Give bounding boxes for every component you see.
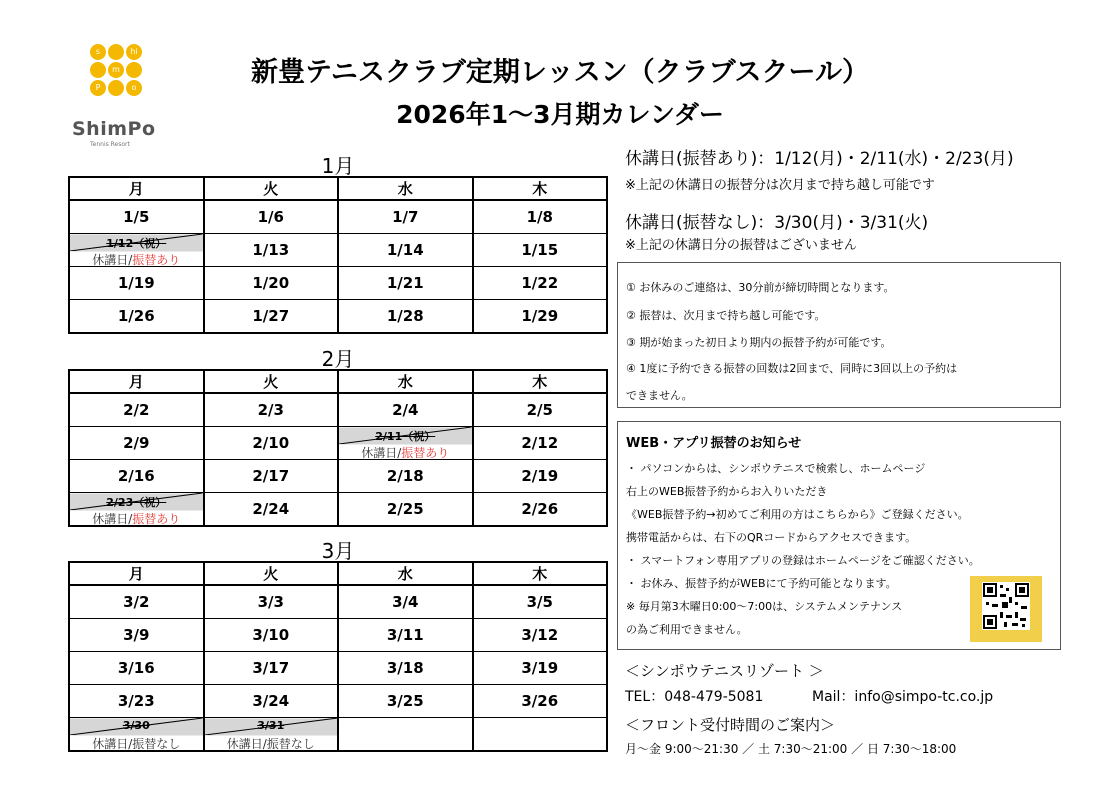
rule-item: ① お休みのご連絡は、30分前が締切時間となります。 [626,281,895,294]
web-notice-line: ・ スマートフォン専用アプリの登録はホームページをご確認ください。 [626,554,980,567]
closures-with-makeup-note: ※上記の休講日の振替分は次月まで持ち越し可能です [625,178,935,193]
weekday-header: 月 [69,370,204,393]
holiday-date: 3/31 [257,719,285,732]
date-cell: 1/13 [204,234,339,267]
logo-subtitle: Tennis Resort [90,141,130,148]
date-cell: 1/26 [69,300,204,334]
weekday-header: 火 [204,177,339,200]
qr-code[interactable] [970,576,1042,642]
rule-item: ② 振替は、次月まで持ち越し可能です。 [626,309,826,322]
week-row [69,200,607,234]
date-cell: 3/25 [338,685,473,718]
date-cell: 3/23 [69,685,204,718]
date-cell: 2/4 [338,393,473,427]
logo-dot: s [90,44,106,60]
web-notice-line: の為ご利用できません。 [626,623,748,636]
holiday-note-label: 休講日/ [361,446,402,460]
date-cell: 2/2 [69,393,204,427]
page-subtitle: 2026年1〜3月期カレンダー [396,100,724,129]
date-cell: 2/16 [69,460,204,493]
date-cell: 1/29 [473,300,608,334]
holiday-note-makeup: 振替あり [132,253,181,267]
rule-item: できません。 [626,389,693,402]
date-cell: 3/2 [69,585,204,619]
web-notice-line: 携帯電話からは、右下のQRコードからアクセスできます。 [626,531,917,544]
week-row [69,685,607,718]
date-cell: 1/20 [204,267,339,300]
date-cell: 1/5 [69,200,204,234]
date-cell: 3/18 [338,652,473,685]
web-notice-line: 《WEB振替予約→初めてご利用の方はこちらから》ご登録ください。 [626,508,969,521]
holiday-note-makeup: 振替あり [401,446,450,460]
holiday-note [70,735,203,752]
date-cell: 3/4 [338,585,473,619]
calendar-march [68,561,608,752]
date-cell: 2/24 [204,493,339,527]
month-heading-jan: 1月 [321,154,355,178]
holiday-note-label: 休講日/ [92,512,133,526]
weekday-header: 水 [338,177,473,200]
weekday-header: 火 [204,370,339,393]
week-row [69,427,607,460]
date-cell: 2/17 [204,460,339,493]
logo-dot [108,44,124,60]
week-row [69,652,607,685]
logo-dot [108,80,124,96]
resort-name: ＜シンポウテニスリゾート ＞ [625,662,824,680]
date-cell: 3/16 [69,652,204,685]
holiday-cell [69,718,204,752]
date-cell: 3/12 [473,619,608,652]
weekday-header: 木 [473,177,608,200]
week-row [69,619,607,652]
web-notice-line: ・ パソコンからは、シンポウテニスで検索し、ホームページ [626,462,926,475]
holiday-date: 3/30 [122,719,150,732]
date-cell: 1/6 [204,200,339,234]
rule-item: ④ 1度に予約できる振替の回数は2回まで、同時に3回以上の予約は [626,362,958,375]
date-cell: 1/15 [473,234,608,267]
logo-dot: m [108,62,124,78]
web-notice-heading: WEB・アプリ振替のお知らせ [626,436,802,451]
holiday-note [339,444,472,461]
logo-name: ShimPo [72,118,156,140]
date-cell: 2/3 [204,393,339,427]
weekday-header: 火 [204,562,339,585]
front-hours: 月〜金 9:00〜21:30 ／ 土 7:30〜21:00 ／ 日 7:30〜18:00 [625,742,957,756]
date-cell [338,718,473,752]
weekday-header: 水 [338,562,473,585]
date-cell: 3/19 [473,652,608,685]
holiday-date: 2/23（祝） [106,496,167,509]
date-cell: 2/5 [473,393,608,427]
date-cell: 3/10 [204,619,339,652]
date-cell: 2/19 [473,460,608,493]
closures-with-makeup: 休講日(振替あり)：1/12(月)・2/11(水)・2/23(月) [625,149,1014,169]
date-cell: 2/25 [338,493,473,527]
closures-no-makeup-note: ※上記の休講日分の振替はございません [625,238,857,253]
phone-number: TEL：048-479-5081 [625,689,764,705]
month-heading-mar: 3月 [321,539,355,563]
calendar-january [68,176,608,334]
web-notice-line: 右上のWEB振替予約からお入りいただき [626,485,828,498]
closures-no-makeup: 休講日(振替なし)：3/30(月)・3/31(火) [625,213,929,233]
holiday-note-label: 休講日/振替なし [226,737,315,751]
rule-item: ③ 期が始まった初日より期内の振替予約が可能です。 [626,336,892,349]
weekday-header: 水 [338,370,473,393]
date-cell: 2/10 [204,427,339,460]
week-row [69,393,607,427]
date-cell: 2/18 [338,460,473,493]
week-row [69,234,607,267]
date-cell: 3/17 [204,652,339,685]
date-cell: 3/5 [473,585,608,619]
date-cell: 3/3 [204,585,339,619]
holiday-cell [204,718,339,752]
holiday-note [70,251,203,268]
date-cell: 1/8 [473,200,608,234]
holiday-note [205,735,338,752]
holiday-date: 2/11（祝） [375,430,436,443]
logo-dot: o [126,80,142,96]
web-notice-line: ※ 毎月第3木曜日0:00〜7:00は、システムメンテナンス [626,600,903,613]
logo-dot: hi [126,44,142,60]
date-cell: 1/22 [473,267,608,300]
holiday-note [70,510,203,527]
date-cell [473,718,608,752]
logo-dot [90,62,106,78]
date-cell: 2/9 [69,427,204,460]
date-cell: 3/26 [473,685,608,718]
week-row [69,718,607,752]
date-cell: 1/28 [338,300,473,334]
weekday-header: 木 [473,370,608,393]
date-cell: 3/11 [338,619,473,652]
date-cell: 1/27 [204,300,339,334]
date-cell: 1/19 [69,267,204,300]
page-title: 新豊テニスクラブ定期レッスン（クラブスクール） [250,57,870,88]
week-row [69,300,607,334]
holiday-date: 1/12（祝） [106,237,167,250]
logo-mark [80,44,142,106]
email-address[interactable]: Mail：info@simpo-tc.co.jp [812,689,994,705]
date-cell: 2/12 [473,427,608,460]
holiday-note-label: 休講日/振替なし [92,737,181,751]
week-row [69,585,607,619]
logo-dot: P [90,80,106,96]
holiday-note-makeup: 振替あり [132,512,181,526]
week-row [69,493,607,527]
web-notice-line: ・ お休み、振替予約がWEBにて予約可能となります。 [626,577,897,590]
holiday-cell [69,493,204,527]
weekday-header: 月 [69,562,204,585]
date-cell: 3/9 [69,619,204,652]
weekday-header: 木 [473,562,608,585]
holiday-cell [69,234,204,267]
holiday-cell [338,427,473,460]
date-cell: 2/26 [473,493,608,527]
logo-dot [126,62,142,78]
date-cell: 3/24 [204,685,339,718]
week-row [69,267,607,300]
weekday-header: 月 [69,177,204,200]
date-cell: 1/7 [338,200,473,234]
week-row [69,460,607,493]
rules-box [617,262,1061,408]
front-hours-heading: ＜フロント受付時間のご案内＞ [625,716,836,734]
date-cell: 1/14 [338,234,473,267]
holiday-note-label: 休講日/ [92,253,133,267]
calendar-february [68,369,608,527]
date-cell: 1/21 [338,267,473,300]
month-heading-feb: 2月 [321,347,355,371]
